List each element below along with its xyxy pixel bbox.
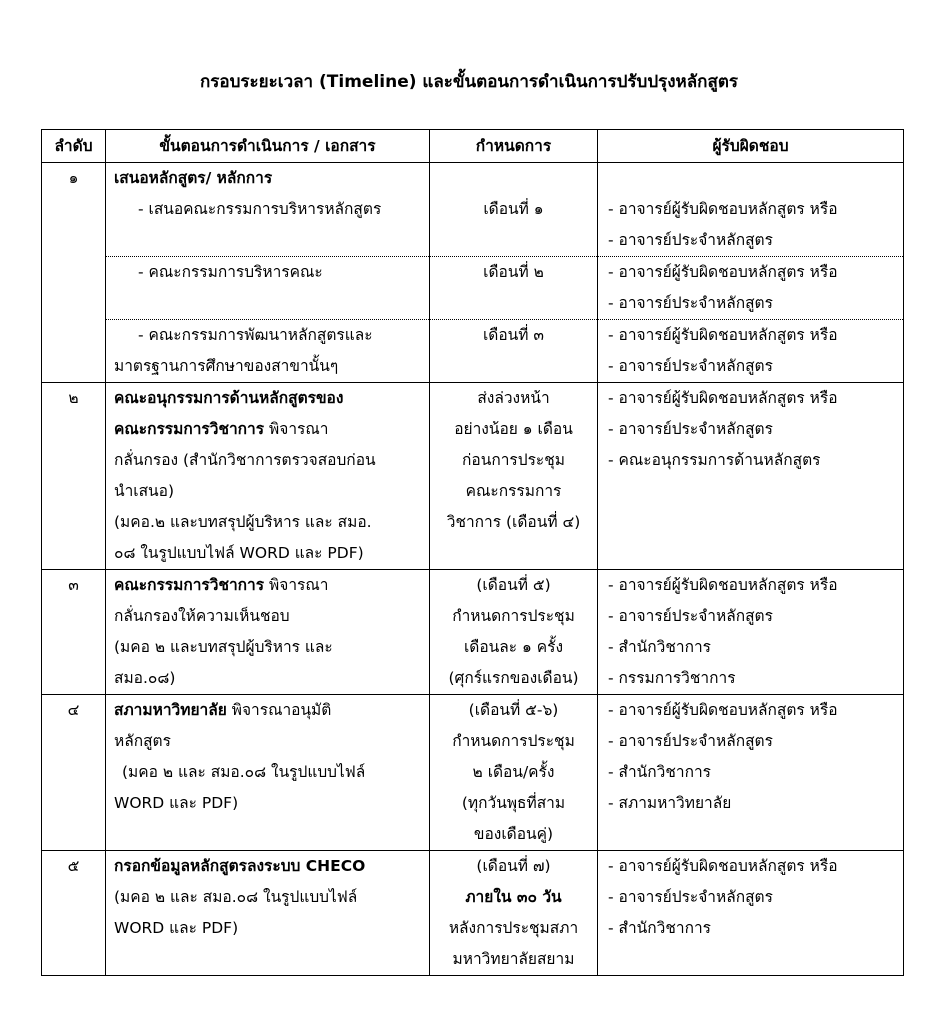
- responsible-line: - อาจารย์ผู้รับผิดชอบหลักสูตร หรือ: [608, 263, 838, 281]
- step-cell: [106, 851, 430, 976]
- timeline-table: [41, 129, 904, 976]
- step-line: (มคอ ๒ และ สมอ.๐๘ ในรูปแบบไฟล์: [114, 888, 358, 906]
- due-line: กำหนดการประชุม: [452, 607, 575, 625]
- responsible-line: - อาจารย์ประจำหลักสูตร: [608, 231, 773, 249]
- step-line: กลั่นกรองให้ความเห็นชอบ: [114, 607, 290, 625]
- due-line: กำหนดการประชุม: [452, 732, 575, 750]
- table-row: [42, 695, 904, 851]
- row-number: ๕: [42, 851, 106, 976]
- row-number: ๓: [42, 570, 106, 695]
- step-line: (มคอ.๒ และบทสรุปผู้บริหาร และ สมอ.: [114, 513, 372, 531]
- responsible-line: - อาจารย์ผู้รับผิดชอบหลักสูตร หรือ: [608, 326, 838, 344]
- responsible-cell: [598, 320, 904, 383]
- step-line: (มคอ ๒ และบทสรุปผู้บริหาร และ: [114, 638, 333, 656]
- due-line: เดือนละ ๑ ครั้ง: [463, 638, 564, 656]
- table-row: [42, 320, 904, 383]
- responsible-line: - อาจารย์ประจำหลักสูตร: [608, 888, 773, 906]
- responsible-line: - คณะอนุกรรมการด้านหลักสูตร: [608, 451, 821, 469]
- responsible-line: - อาจารย์ผู้รับผิดชอบหลักสูตร หรือ: [608, 200, 838, 218]
- step-line: (มคอ ๒ และ สมอ.๐๘ ในรูปแบบไฟล์: [122, 763, 366, 781]
- step-heading: เสนอหลักสูตร/ หลักการ: [114, 169, 273, 187]
- responsible-line: - สำนักวิชาการ: [608, 638, 712, 656]
- due-line: อย่างน้อย ๑ เดือน: [454, 420, 573, 438]
- responsible-line: - อาจารย์ประจำหลักสูตร: [608, 294, 773, 312]
- due-line: ก่อนการประชุม: [462, 451, 565, 469]
- due-line: ภายใน ๓๐ วัน: [465, 888, 562, 906]
- step-line: ๐๘ ในรูปแบบไฟล์ WORD และ PDF): [114, 544, 364, 562]
- due-line: ๒ เดือน/ครั้ง: [472, 763, 555, 781]
- responsible-line: - สภามหาวิทยาลัย: [608, 794, 732, 812]
- responsible-cell: [598, 570, 904, 695]
- due-line: ส่งล่วงหน้า: [477, 389, 550, 407]
- step-line: WORD และ PDF): [114, 919, 239, 937]
- step-line: พิจารณาอนุมัติ: [226, 701, 332, 719]
- table-row: [42, 163, 904, 257]
- due-cell: [430, 383, 598, 570]
- responsible-line: - อาจารย์ผู้รับผิดชอบหลักสูตร หรือ: [608, 701, 838, 719]
- table-row: [42, 383, 904, 570]
- due-line: วิชาการ (เดือนที่ ๔): [446, 513, 581, 531]
- step-cell: [106, 320, 430, 383]
- due-line: เดือนที่ ๓: [482, 326, 544, 344]
- step-line: นำเสนอ): [114, 482, 175, 500]
- due-line: เดือนที่ ๑: [483, 200, 544, 218]
- responsible-line: - สำนักวิชาการ: [608, 919, 712, 937]
- page-title: กรอบระยะเวลา (Timeline) และขั้นตอนการดำเนินการปรับปรุงหลักสูตร: [199, 72, 739, 92]
- table-row: [42, 257, 904, 320]
- step-line: - คณะกรรมการบริหารคณะ: [138, 263, 323, 281]
- header-responsible: ผู้รับผิดชอบ: [598, 130, 904, 163]
- due-line: เดือนที่ ๒: [483, 263, 544, 281]
- step-heading: สภามหาวิทยาลัย: [114, 701, 227, 719]
- due-cell: [430, 163, 598, 257]
- due-cell: [430, 851, 598, 976]
- due-cell: [430, 257, 598, 320]
- row-number: ๔: [42, 695, 106, 851]
- responsible-cell: [598, 851, 904, 976]
- responsible-cell: [598, 695, 904, 851]
- responsible-cell: [598, 257, 904, 320]
- step-cell: [106, 163, 430, 257]
- table-row: [42, 570, 904, 695]
- responsible-line: - อาจารย์ประจำหลักสูตร: [608, 732, 773, 750]
- due-line: (เดือนที่ ๕-๖): [468, 701, 559, 719]
- step-line: - คณะกรรมการพัฒนาหลักสูตรและ: [138, 326, 373, 344]
- responsible-line: - อาจารย์ผู้รับผิดชอบหลักสูตร หรือ: [608, 857, 838, 875]
- due-line: (เดือนที่ ๗): [476, 857, 551, 875]
- step-heading: คณะกรรมการวิชาการ: [114, 576, 265, 594]
- step-line: กลั่นกรอง (สำนักวิชาการตรวจสอบก่อน: [114, 451, 376, 469]
- due-line: (ทุกวันพุธที่สาม: [461, 794, 566, 812]
- due-line: มหาวิทยาลัยสยาม: [452, 950, 575, 968]
- row-number: ๑: [42, 163, 106, 383]
- responsible-line: - สำนักวิชาการ: [608, 763, 712, 781]
- responsible-line: - อาจารย์ประจำหลักสูตร: [608, 420, 773, 438]
- row-number: ๒: [42, 383, 106, 570]
- due-line: (ศุกร์แรกของเดือน): [448, 669, 579, 687]
- step-line: WORD และ PDF): [114, 794, 239, 812]
- responsible-cell: [598, 163, 904, 257]
- step-cell: [106, 257, 430, 320]
- step-line: พิจารณา: [264, 576, 329, 594]
- responsible-line: - อาจารย์ประจำหลักสูตร: [608, 607, 773, 625]
- due-line: หลังการประชุมสภา: [448, 919, 579, 937]
- step-line: หลักสูตร: [114, 732, 171, 750]
- responsible-line: - อาจารย์ประจำหลักสูตร: [608, 357, 773, 375]
- due-cell: [430, 320, 598, 383]
- due-line: (เดือนที่ ๕): [476, 576, 551, 594]
- step-heading: กรอกข้อมูลหลักสูตรลงระบบ CHECO: [114, 857, 366, 875]
- responsible-line: - อาจารย์ผู้รับผิดชอบหลักสูตร หรือ: [608, 389, 838, 407]
- responsible-cell: [598, 383, 904, 570]
- step-line: สมอ.๐๘): [114, 669, 176, 687]
- due-cell: [430, 570, 598, 695]
- header-due: กำหนดการ: [430, 130, 598, 163]
- header-no: ลำดับ: [42, 130, 106, 163]
- responsible-line: - อาจารย์ผู้รับผิดชอบหลักสูตร หรือ: [608, 576, 838, 594]
- step-heading: คณะอนุกรรมการด้านหลักสูตรของ: [114, 389, 344, 407]
- step-line: มาตรฐานการศึกษาของสาขานั้นๆ: [114, 357, 339, 375]
- step-cell: [106, 695, 430, 851]
- step-line: - เสนอคณะกรรมการบริหารหลักสูตร: [138, 200, 382, 218]
- header-step: ขั้นตอนการดำเนินการ / เอกสาร: [106, 130, 430, 163]
- step-heading: คณะกรรมการวิชาการ: [114, 420, 265, 438]
- step-cell: [106, 383, 430, 570]
- header-row: [42, 130, 904, 163]
- table-row: [42, 851, 904, 976]
- step-line: พิจารณา: [264, 420, 329, 438]
- due-line: คณะกรรมการ: [465, 482, 562, 500]
- step-cell: [106, 570, 430, 695]
- due-line: ของเดือนคู่): [473, 825, 554, 843]
- due-cell: [430, 695, 598, 851]
- responsible-line: - กรรมการวิชาการ: [608, 669, 736, 687]
